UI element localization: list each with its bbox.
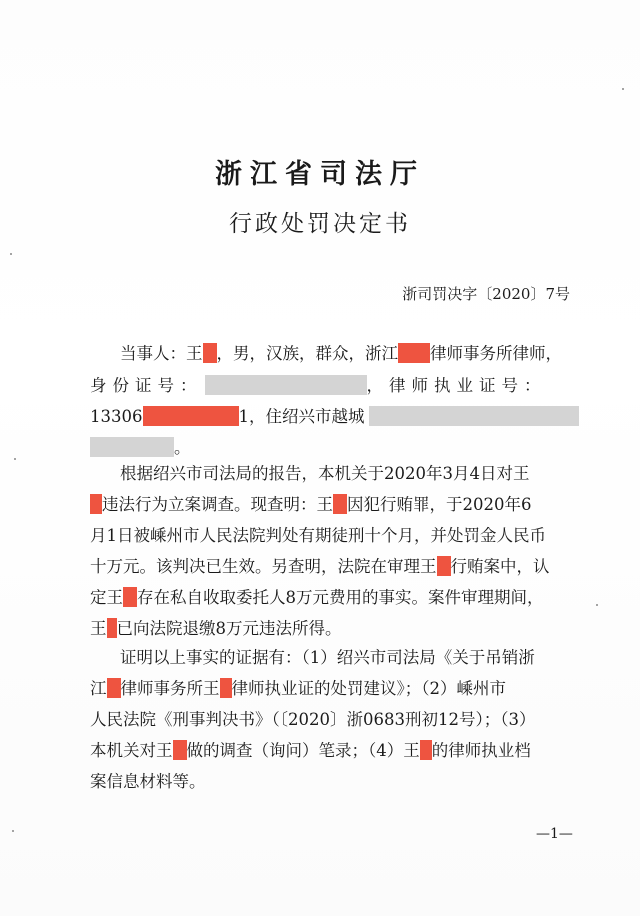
text-segment: 根据绍兴市司法局的报告，本机关于2020年3月4日对王 xyxy=(120,464,530,483)
paragraph-facts-line-3 xyxy=(90,524,546,548)
paragraph-party-line-4 xyxy=(90,436,191,460)
paragraph-party-line-1 xyxy=(120,342,562,366)
redaction-red xyxy=(437,556,451,576)
paragraph-evidence-line-5 xyxy=(90,770,206,794)
paragraph-facts-line-1 xyxy=(120,462,530,486)
paragraph-facts-line-4 xyxy=(90,555,550,579)
paragraph-facts-line-5 xyxy=(90,586,544,610)
text-segment: 本机关对王 xyxy=(90,741,173,760)
paragraph-evidence-line-1 xyxy=(120,646,535,670)
text-segment: 律师事务所律师， xyxy=(430,344,562,363)
text-segment: 案信息材料等。 xyxy=(90,772,206,791)
text-segment: 王 xyxy=(90,619,107,638)
document-number: 浙司罚决字〔2020〕7号 xyxy=(402,285,570,303)
scan-speck xyxy=(14,458,16,460)
text-segment: 月1日被嵊州市人民法院判处有期徒刑十个月，并处罚金人民币 xyxy=(90,526,546,545)
text-segment: 存在私自收取委托人8万元费用的事实。案件审理期间， xyxy=(137,588,544,607)
paragraph-party-line-2 xyxy=(90,374,547,398)
text-segment: 律师执业证的处罚建议》；（2）嵊州市 xyxy=(231,679,506,698)
paragraph-evidence-line-3 xyxy=(90,708,535,732)
scan-speck xyxy=(10,253,12,255)
redaction-gray xyxy=(369,406,579,426)
scan-speck xyxy=(622,88,624,90)
paragraph-facts-line-6 xyxy=(90,617,342,641)
text-segment: 已向法院退缴8万元违法所得。 xyxy=(116,619,342,638)
text-segment: 十万元。该判决已生效。另查明，法院在审理王 xyxy=(90,557,437,576)
text-segment: 行贿案中，认 xyxy=(450,557,550,576)
document-title: 浙江省司法厅 xyxy=(215,159,425,190)
text-segment: 因犯行贿罪，于2020年6 xyxy=(347,495,532,514)
text-segment: ，律师执业证号： xyxy=(366,376,547,395)
paragraph-facts-line-2 xyxy=(90,493,532,517)
paragraph-party-line-3 xyxy=(90,405,579,429)
redaction-red xyxy=(90,494,102,514)
paragraph-evidence-line-2 xyxy=(90,677,506,701)
text-segment: 当事人：王 xyxy=(120,344,203,363)
paragraph-evidence-line-4 xyxy=(90,739,531,763)
text-segment: 江 xyxy=(90,679,107,698)
text-segment: 。 xyxy=(174,438,191,457)
redaction-red xyxy=(398,343,430,363)
redaction-red xyxy=(107,618,117,638)
page-number: —1— xyxy=(536,826,573,842)
redaction-gray xyxy=(90,437,174,457)
text-segment: 人民法院《刑事判决书》（〔2020〕浙0683刑初12号）；（3） xyxy=(90,710,536,729)
redaction-red xyxy=(220,678,232,698)
redaction-red xyxy=(107,678,121,698)
text-segment: 律师事务所王 xyxy=(120,679,220,698)
text-segment: 定王 xyxy=(90,588,123,607)
redaction-red xyxy=(143,406,239,426)
scan-speck xyxy=(12,830,14,832)
scan-speck xyxy=(596,604,598,606)
text-segment: 身份证号： xyxy=(90,376,203,395)
redaction-red xyxy=(420,740,432,760)
text-segment: 违法行为立案调查。现查明：王 xyxy=(102,495,333,514)
text-segment: ，男，汉族，群众，浙江 xyxy=(216,344,398,363)
text-segment: 的律师执业档 xyxy=(431,741,531,760)
redaction-red xyxy=(333,494,347,514)
document-subtitle: 行政处罚决定书 xyxy=(229,211,411,237)
redaction-red xyxy=(173,740,187,760)
redaction-gray xyxy=(205,375,367,395)
text-segment: 做的调查（询问）笔录；（4）王 xyxy=(186,741,420,760)
redaction-red xyxy=(123,587,137,607)
text-segment: 证明以上事实的证据有：（1）绍兴市司法局《关于吊销浙 xyxy=(120,648,535,667)
redaction-red xyxy=(203,343,217,363)
text-segment: 13306 xyxy=(90,407,143,426)
text-segment: 1，住绍兴市越城 xyxy=(238,407,365,426)
